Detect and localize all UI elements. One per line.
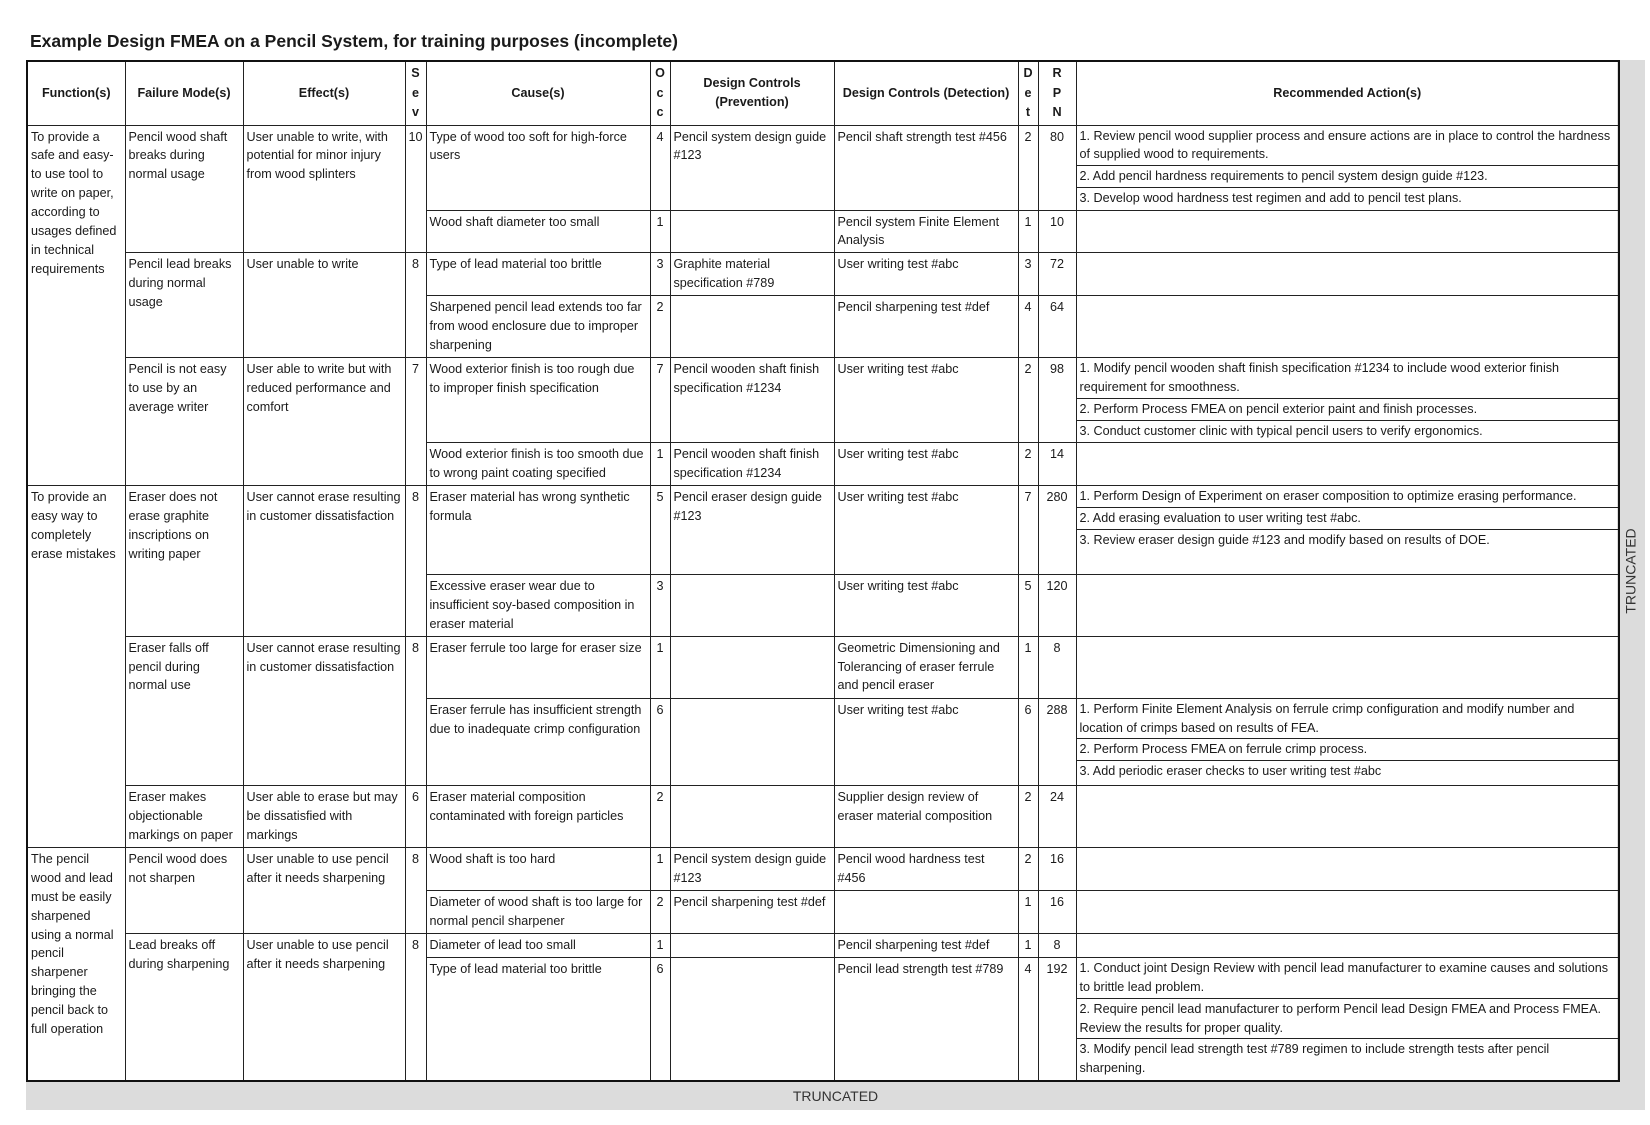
recommended-actions-cell bbox=[1076, 486, 1619, 574]
cause-cell: Type of lead material too brittle bbox=[426, 253, 650, 296]
detection-rating-cell: 7 bbox=[1018, 486, 1038, 574]
table-row bbox=[27, 933, 1619, 957]
recommended-action: 2. Require pencil lead manufacturer to perform Pencil lead Design FMEA and Process FMEA. Review the results for proper quality. bbox=[1077, 999, 1619, 1040]
rpn-cell: 120 bbox=[1038, 574, 1076, 636]
prevention-cell bbox=[670, 636, 834, 698]
page-title: Example Design FMEA on a Pencil System, for training purposes (incomplete) bbox=[30, 31, 678, 51]
function-cell: To provide a safe and easy-to use tool to write on paper, according to usages defined in technical requirements bbox=[27, 125, 125, 486]
detection-cell: Pencil shaft strength test #456 bbox=[834, 125, 1018, 210]
prevention-cell bbox=[670, 957, 834, 1081]
recommended-actions-cell bbox=[1076, 890, 1619, 933]
cause-cell: Wood shaft is too hard bbox=[426, 847, 650, 890]
failure-mode-cell: Pencil wood does not sharpen bbox=[125, 847, 243, 933]
detection-rating-cell: 2 bbox=[1018, 358, 1038, 443]
failure-mode-cell: Pencil is not easy to use by an average writer bbox=[125, 358, 243, 486]
header-failure-mode: Failure Mode(s) bbox=[125, 61, 243, 125]
occurrence-cell: 6 bbox=[650, 957, 670, 1081]
recommended-actions-cell bbox=[1076, 296, 1619, 358]
detection-cell: User writing test #abc bbox=[834, 253, 1018, 296]
effect-cell: User unable to use pencil after it needs sharpening bbox=[243, 933, 405, 1081]
prevention-cell bbox=[670, 210, 834, 253]
cause-cell: Diameter of lead too small bbox=[426, 933, 650, 957]
cause-cell: Wood exterior finish is too rough due to improper finish specification bbox=[426, 358, 650, 443]
recommended-actions-cell bbox=[1076, 210, 1619, 253]
detection-rating-cell: 5 bbox=[1018, 574, 1038, 636]
table-row bbox=[27, 125, 1619, 210]
header-effect: Effect(s) bbox=[243, 61, 405, 125]
prevention-cell: Graphite material specification #789 bbox=[670, 253, 834, 296]
recommended-action: 2. Perform Process FMEA on ferrule crimp process. bbox=[1077, 739, 1619, 761]
detection-cell: User writing test #abc bbox=[834, 486, 1018, 574]
function-cell: The pencil wood and lead must be easily sharpened using a normal pencil sharpener bringing the pencil back to full operation bbox=[27, 847, 125, 1081]
prevention-cell: Pencil sharpening test #def bbox=[670, 890, 834, 933]
effect-cell: User unable to use pencil after it needs sharpening bbox=[243, 847, 405, 933]
detection-rating-cell: 6 bbox=[1018, 698, 1038, 785]
detection-cell: User writing test #abc bbox=[834, 358, 1018, 443]
recommended-actions-cell bbox=[1076, 443, 1619, 486]
detection-rating-cell: 2 bbox=[1018, 443, 1038, 486]
header-row bbox=[27, 61, 1619, 125]
prevention-cell bbox=[670, 933, 834, 957]
header-prevention: Design Controls (Prevention) bbox=[670, 61, 834, 125]
severity-cell: 8 bbox=[405, 933, 426, 1081]
detection-cell: Pencil wood hardness test #456 bbox=[834, 847, 1018, 890]
effect-cell: User able to erase but may be dissatisfied with markings bbox=[243, 786, 405, 848]
occurrence-cell: 2 bbox=[650, 786, 670, 848]
rpn-cell: 280 bbox=[1038, 486, 1076, 574]
occurrence-cell: 4 bbox=[650, 125, 670, 210]
table-row bbox=[27, 847, 1619, 890]
occurrence-cell: 2 bbox=[650, 296, 670, 358]
severity-cell: 8 bbox=[405, 847, 426, 933]
prevention-cell: Pencil system design guide #123 bbox=[670, 125, 834, 210]
detection-rating-cell: 1 bbox=[1018, 933, 1038, 957]
detection-rating-cell: 3 bbox=[1018, 253, 1038, 296]
detection-cell: Pencil sharpening test #def bbox=[834, 933, 1018, 957]
detection-rating-cell: 4 bbox=[1018, 296, 1038, 358]
occurrence-cell: 7 bbox=[650, 358, 670, 443]
recommended-actions-cell bbox=[1076, 636, 1619, 698]
header-det: D e t bbox=[1018, 61, 1038, 125]
header-sev: S e v bbox=[405, 61, 426, 125]
table-row bbox=[27, 786, 1619, 848]
rpn-cell: 288 bbox=[1038, 698, 1076, 785]
rpn-cell: 98 bbox=[1038, 358, 1076, 443]
failure-mode-cell: Eraser makes objectionable markings on paper bbox=[125, 786, 243, 848]
cause-cell: Type of lead material too brittle bbox=[426, 957, 650, 1081]
rpn-cell: 16 bbox=[1038, 890, 1076, 933]
header-occ: O c c bbox=[650, 61, 670, 125]
cause-cell: Eraser ferrule has insufficient strength due to inadequate crimp configuration bbox=[426, 698, 650, 785]
occurrence-cell: 1 bbox=[650, 210, 670, 253]
occurrence-cell: 1 bbox=[650, 847, 670, 890]
detection-rating-cell: 4 bbox=[1018, 957, 1038, 1081]
detection-cell: User writing test #abc bbox=[834, 698, 1018, 785]
rpn-cell: 80 bbox=[1038, 125, 1076, 210]
recommended-action: 2. Add pencil hardness requirements to pencil system design guide #123. bbox=[1077, 166, 1619, 188]
detection-cell: Supplier design review of eraser material composition bbox=[834, 786, 1018, 848]
recommended-actions-cell bbox=[1076, 358, 1619, 443]
recommended-action: 2. Perform Process FMEA on pencil exterior paint and finish processes. bbox=[1077, 399, 1619, 421]
effect-cell: User able to write but with reduced performance and comfort bbox=[243, 358, 405, 486]
occurrence-cell: 5 bbox=[650, 486, 670, 574]
recommended-action: 3. Modify pencil lead strength test #789 regimen to include strength tests after pencil sharpening. bbox=[1079, 1042, 1550, 1076]
occurrence-cell: 2 bbox=[650, 890, 670, 933]
table-row bbox=[27, 636, 1619, 698]
fmea-table bbox=[26, 60, 1620, 1082]
cause-cell: Eraser ferrule too large for eraser size bbox=[426, 636, 650, 698]
severity-cell: 6 bbox=[405, 786, 426, 848]
detection-cell: Pencil lead strength test #789 bbox=[834, 957, 1018, 1081]
severity-cell: 8 bbox=[405, 486, 426, 636]
detection-rating-cell: 1 bbox=[1018, 890, 1038, 933]
recommended-actions-cell bbox=[1076, 933, 1619, 957]
rpn-cell: 16 bbox=[1038, 847, 1076, 890]
recommended-action: 3. Add periodic eraser checks to user writing test #abc bbox=[1079, 764, 1382, 779]
header-actions: Recommended Action(s) bbox=[1076, 61, 1619, 125]
effect-cell: User unable to write, with potential for minor injury from wood splinters bbox=[243, 125, 405, 253]
table-row bbox=[27, 358, 1619, 443]
header-cause: Cause(s) bbox=[426, 61, 650, 125]
rpn-cell: 192 bbox=[1038, 957, 1076, 1081]
failure-mode-cell: Eraser falls off pencil during normal use bbox=[125, 636, 243, 785]
recommended-action: 1. Perform Finite Element Analysis on ferrule crimp configuration and modify number and location of crimps based on results of FEA. bbox=[1077, 699, 1619, 740]
detection-cell: User writing test #abc bbox=[834, 574, 1018, 636]
severity-cell: 8 bbox=[405, 636, 426, 785]
cause-cell: Sharpened pencil lead extends too far from wood enclosure due to improper sharpening bbox=[426, 296, 650, 358]
prevention-cell: Pencil wooden shaft finish specification #1234 bbox=[670, 443, 834, 486]
cause-cell: Wood shaft diameter too small bbox=[426, 210, 650, 253]
truncated-label-bottom: TRUNCATED bbox=[26, 1082, 1645, 1110]
recommended-actions-cell bbox=[1076, 847, 1619, 890]
recommended-action: 3. Develop wood hardness test regimen and add to pencil test plans. bbox=[1079, 191, 1462, 206]
detection-cell bbox=[834, 890, 1018, 933]
detection-rating-cell: 2 bbox=[1018, 847, 1038, 890]
effect-cell: User unable to write bbox=[243, 253, 405, 358]
detection-rating-cell: 1 bbox=[1018, 636, 1038, 698]
failure-mode-cell: Pencil wood shaft breaks during normal usage bbox=[125, 125, 243, 253]
occurrence-cell: 3 bbox=[650, 574, 670, 636]
recommended-action: 1. Review pencil wood supplier process and ensure actions are in place to control the hardness of supplied wood to requirements. bbox=[1077, 126, 1619, 167]
cause-cell: Type of wood too soft for high-force users bbox=[426, 125, 650, 210]
header-function: Function(s) bbox=[27, 61, 125, 125]
recommended-actions-cell bbox=[1076, 574, 1619, 636]
rpn-cell: 24 bbox=[1038, 786, 1076, 848]
rpn-cell: 64 bbox=[1038, 296, 1076, 358]
detection-rating-cell: 2 bbox=[1018, 125, 1038, 210]
occurrence-cell: 3 bbox=[650, 253, 670, 296]
occurrence-cell: 1 bbox=[650, 636, 670, 698]
failure-mode-cell: Pencil lead breaks during normal usage bbox=[125, 253, 243, 358]
recommended-actions-cell bbox=[1076, 786, 1619, 848]
detection-rating-cell: 2 bbox=[1018, 786, 1038, 848]
prevention-cell: Pencil system design guide #123 bbox=[670, 847, 834, 890]
recommended-actions-cell bbox=[1076, 698, 1619, 785]
detection-cell: Pencil sharpening test #def bbox=[834, 296, 1018, 358]
prevention-cell bbox=[670, 574, 834, 636]
recommended-action: 2. Add erasing evaluation to user writing test #abc. bbox=[1077, 508, 1619, 530]
recommended-action: 1. Conduct joint Design Review with pencil lead manufacturer to examine causes and solutions to brittle lead problem. bbox=[1077, 958, 1619, 999]
effect-cell: User cannot erase resulting in customer dissatisfaction bbox=[243, 636, 405, 785]
rpn-cell: 8 bbox=[1038, 933, 1076, 957]
detection-cell: Geometric Dimensioning and Tolerancing of eraser ferrule and pencil eraser bbox=[834, 636, 1018, 698]
detection-cell: User writing test #abc bbox=[834, 443, 1018, 486]
recommended-action: 3. Conduct customer clinic with typical pencil users to verify ergonomics. bbox=[1079, 424, 1483, 439]
severity-cell: 8 bbox=[405, 253, 426, 358]
occurrence-cell: 1 bbox=[650, 933, 670, 957]
header-detection: Design Controls (Detection) bbox=[834, 61, 1018, 125]
cause-cell: Excessive eraser wear due to insufficient soy-based composition in eraser material bbox=[426, 574, 650, 636]
prevention-cell bbox=[670, 786, 834, 848]
effect-cell: User cannot erase resulting in customer dissatisfaction bbox=[243, 486, 405, 636]
cause-cell: Eraser material composition contaminated with foreign particles bbox=[426, 786, 650, 848]
cause-cell: Wood exterior finish is too smooth due to wrong paint coating specified bbox=[426, 443, 650, 486]
table-row bbox=[27, 486, 1619, 574]
rpn-cell: 8 bbox=[1038, 636, 1076, 698]
header-rpn: R P N bbox=[1038, 61, 1076, 125]
occurrence-cell: 6 bbox=[650, 698, 670, 785]
recommended-actions-cell bbox=[1076, 125, 1619, 210]
recommended-action: 1. Modify pencil wooden shaft finish specification #1234 to include wood exterior finish requirement for smoothness. bbox=[1077, 358, 1619, 399]
recommended-actions-cell bbox=[1076, 957, 1619, 1081]
rpn-cell: 14 bbox=[1038, 443, 1076, 486]
prevention-cell bbox=[670, 698, 834, 785]
severity-cell: 10 bbox=[405, 125, 426, 253]
function-cell: To provide an easy way to completely erase mistakes bbox=[27, 486, 125, 848]
recommended-actions-cell bbox=[1076, 253, 1619, 296]
cause-cell: Diameter of wood shaft is too large for normal pencil sharpener bbox=[426, 890, 650, 933]
prevention-cell bbox=[670, 296, 834, 358]
cause-cell: Eraser material has wrong synthetic formula bbox=[426, 486, 650, 574]
truncated-label-right: TRUNCATED bbox=[1623, 528, 1640, 614]
recommended-action: 3. Review eraser design guide #123 and modify based on results of DOE. bbox=[1079, 533, 1490, 548]
table-row bbox=[27, 253, 1619, 296]
failure-mode-cell: Eraser does not erase graphite inscriptions on writing paper bbox=[125, 486, 243, 636]
prevention-cell: Pencil wooden shaft finish specification #1234 bbox=[670, 358, 834, 443]
failure-mode-cell: Lead breaks off during sharpening bbox=[125, 933, 243, 1081]
severity-cell: 7 bbox=[405, 358, 426, 486]
rpn-cell: 72 bbox=[1038, 253, 1076, 296]
detection-rating-cell: 1 bbox=[1018, 210, 1038, 253]
rpn-cell: 10 bbox=[1038, 210, 1076, 253]
occurrence-cell: 1 bbox=[650, 443, 670, 486]
detection-cell: Pencil system Finite Element Analysis bbox=[834, 210, 1018, 253]
prevention-cell: Pencil eraser design guide #123 bbox=[670, 486, 834, 574]
recommended-action: 1. Perform Design of Experiment on eraser composition to optimize erasing performance. bbox=[1077, 486, 1619, 508]
